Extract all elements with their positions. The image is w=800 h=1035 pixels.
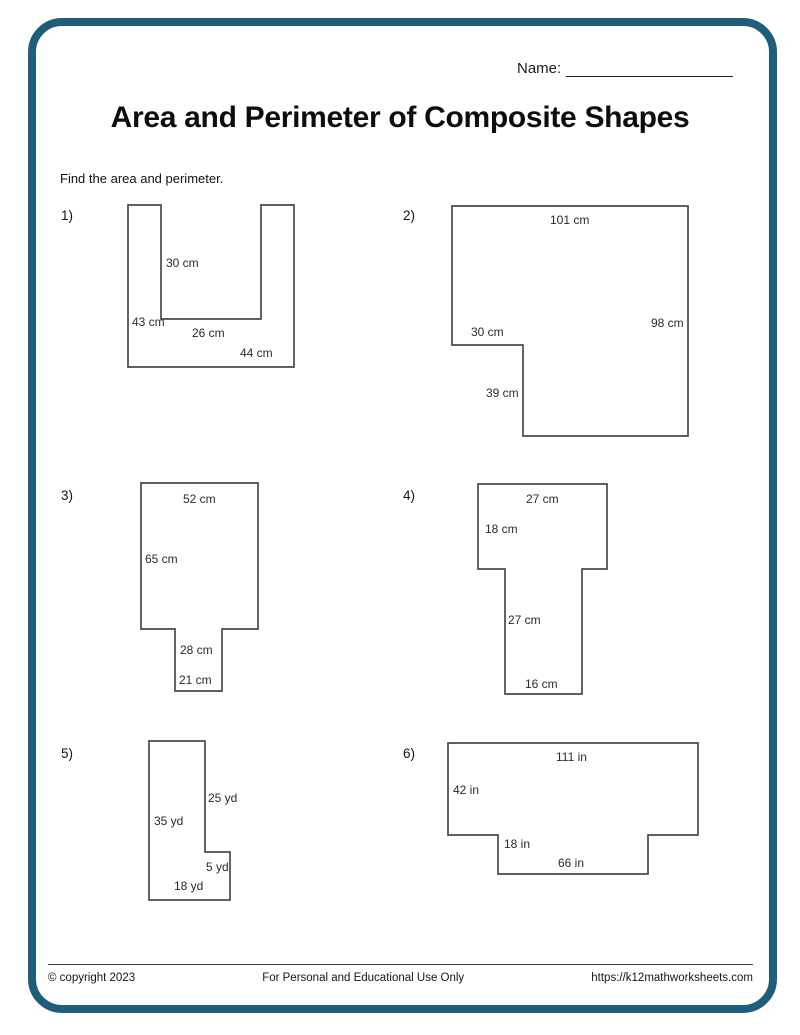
- dimension-label: 30 cm: [471, 325, 504, 339]
- dimension-label: 16 cm: [525, 677, 558, 691]
- shape-outline-5: [149, 741, 230, 900]
- dimension-label: 39 cm: [486, 386, 519, 400]
- dimension-label: 28 cm: [180, 643, 213, 657]
- dimension-label: 42 in: [453, 783, 480, 797]
- footer-url: https://k12mathworksheets.com: [591, 972, 753, 984]
- dimension-label: 66 in: [558, 856, 585, 870]
- dimension-label: 18 cm: [485, 522, 518, 536]
- dimension-label: 27 cm: [526, 492, 559, 506]
- shape-outline-1: [128, 205, 294, 367]
- problem-number-4: 4): [403, 488, 416, 503]
- dimension-label: 26 cm: [192, 326, 225, 340]
- dimension-label: 35 yd: [154, 814, 184, 828]
- problem-number-5: 5): [61, 746, 74, 761]
- dimension-label: 98 cm: [651, 316, 684, 330]
- dimension-label: 27 cm: [508, 613, 541, 627]
- dimension-label: 18 yd: [174, 879, 204, 893]
- name-label: Name:: [517, 60, 562, 77]
- footer-usage: For Personal and Educational Use Only: [262, 972, 465, 984]
- dimension-label: 30 cm: [166, 256, 199, 270]
- instruction-text: Find the area and perimeter.: [60, 171, 224, 186]
- dimension-label: 44 cm: [240, 346, 273, 360]
- dimension-label: 52 cm: [183, 492, 216, 506]
- footer-copyright: © copyright 2023: [48, 972, 136, 984]
- footer: [48, 972, 753, 984]
- dimension-label: 43 cm: [132, 315, 165, 329]
- dimension-label: 5 yd: [206, 860, 229, 874]
- problem-number-6: 6): [403, 746, 416, 761]
- problem-number-3: 3): [61, 488, 74, 503]
- dimension-label: 25 yd: [208, 791, 238, 805]
- dimension-label: 18 in: [504, 837, 531, 851]
- shape-outline-2: [452, 206, 688, 436]
- dimension-label: 21 cm: [179, 673, 212, 687]
- dimension-label: 65 cm: [145, 552, 178, 566]
- problem-number-1: 1): [61, 208, 74, 223]
- shape-outline-6: [448, 743, 698, 874]
- shape-outline-3: [141, 483, 258, 691]
- footer-divider: [48, 964, 753, 965]
- problem-number-2: 2): [403, 208, 416, 223]
- shape-outline-4: [478, 484, 607, 694]
- page-title: Area and Perimeter of Composite Shapes: [110, 101, 690, 134]
- dimension-label: 111 in: [556, 750, 587, 764]
- dimension-label: 101 cm: [550, 213, 590, 227]
